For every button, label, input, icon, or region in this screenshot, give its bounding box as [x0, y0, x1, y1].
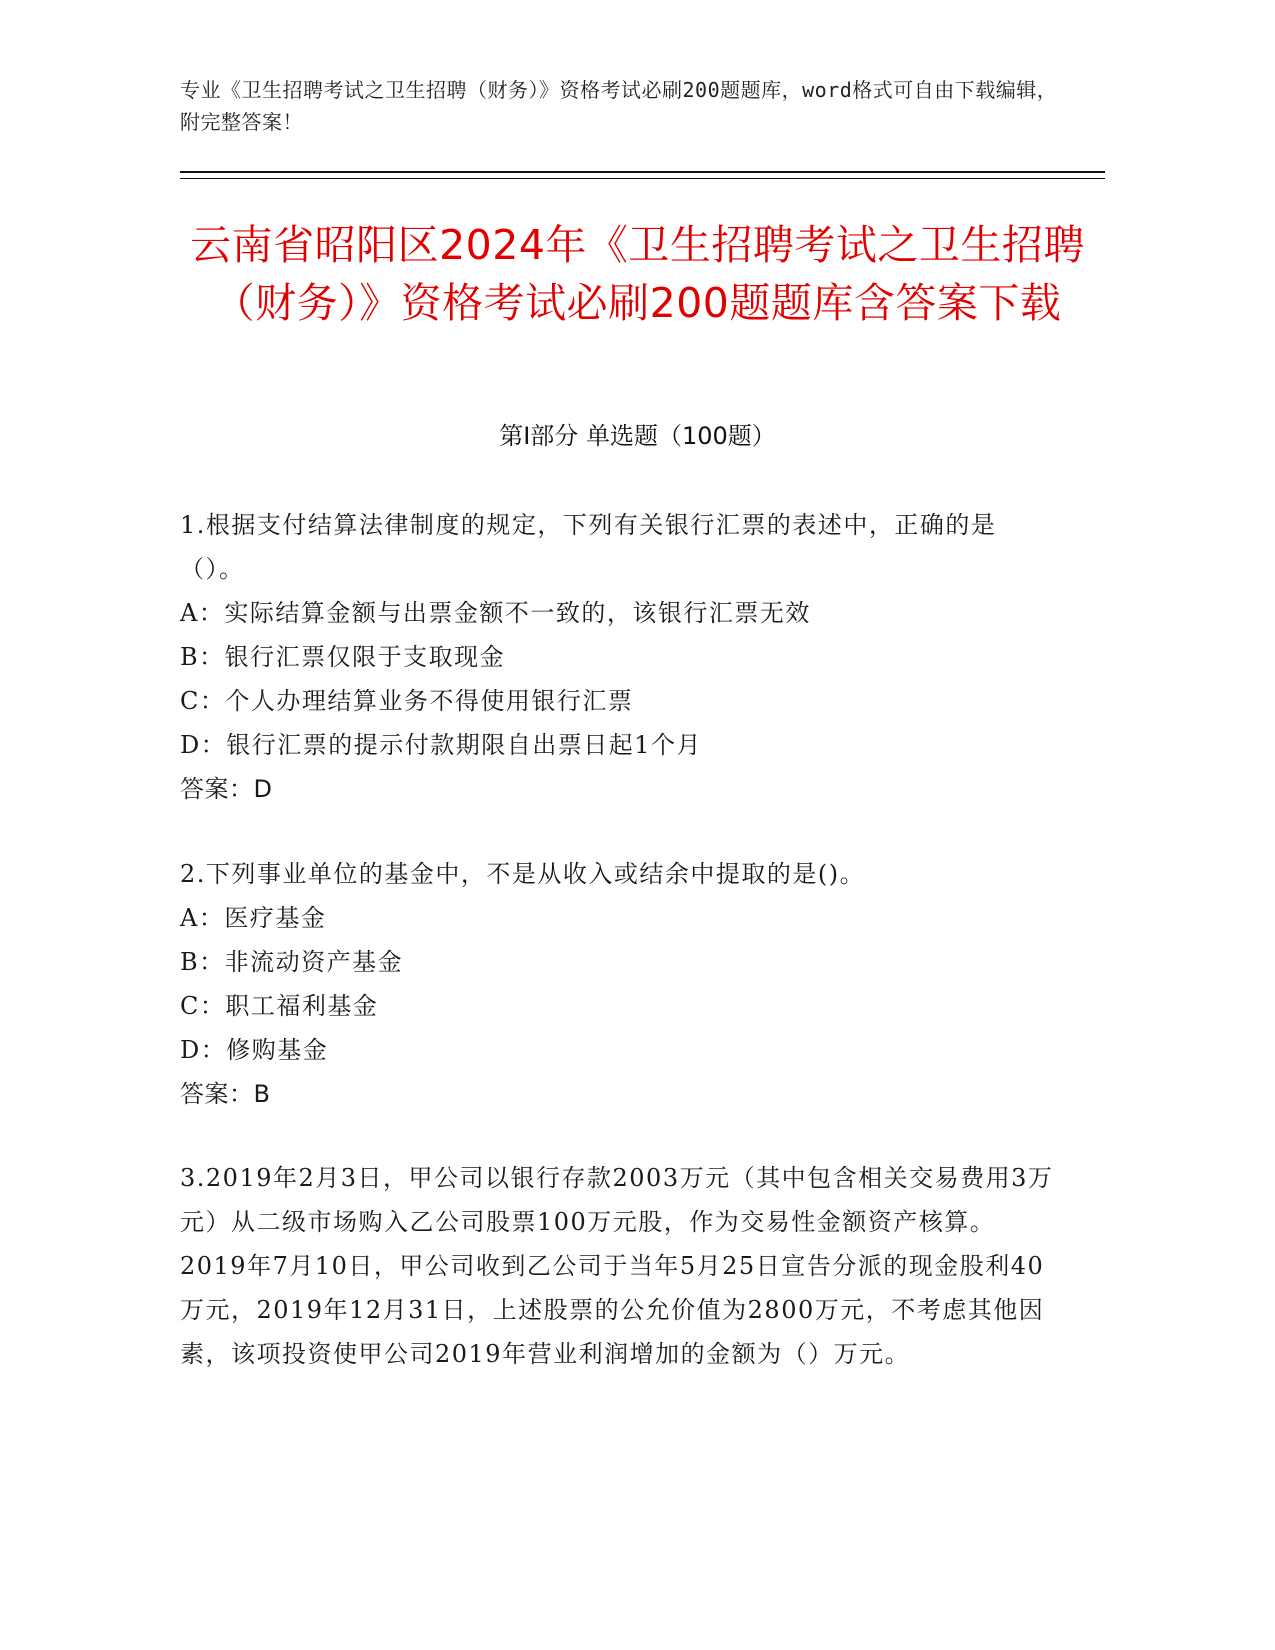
question-1	[180, 503, 1060, 811]
question-stem: 1.根据支付结算法律制度的规定，下列有关银行汇票的表述中，正确的是（）。	[180, 511, 997, 583]
header-note: 专业《卫生招聘考试之卫生招聘（财务）》资格考试必刷200题题库，word格式可自由下载编辑，附完整答案！	[180, 78, 1058, 134]
option-b: B：非流动资产基金	[180, 948, 404, 976]
question-stem: 3.2019年2月3日，甲公司以银行存款2003万元（其中包含相关交易费用3万元）从二级市场购入乙公司股票100万元股，作为交易性金额资产核算。2019年7月10日，甲公司收到乙公司于当年5月25日宣告分派的现金股利40万元，2019年12月31日，上述股票的公允价值为2800万元，不考虑其他因素，该项投资使甲公司2019年营业利润增加的金额为（）万元。	[180, 1164, 1054, 1368]
option-a: A：实际结算金额与出票金额不一致的，该银行汇票无效	[180, 599, 811, 627]
option-c: C：个人办理结算业务不得使用银行汇票	[180, 687, 634, 715]
section-heading: 第Ⅰ部分 单选题（100题）	[499, 422, 776, 450]
option-c: C：职工福利基金	[180, 992, 379, 1020]
option-d: D：银行汇票的提示付款期限自出票日起1个月	[180, 731, 703, 759]
document-title: 云南省昭阳区2024年《卫生招聘考试之卫生招聘（财务）》资格考试必刷200题题库含答案下载	[190, 221, 1085, 327]
question-3	[180, 1156, 1060, 1376]
option-b: B：银行汇票仅限于支取现金	[180, 643, 506, 671]
header-divider-thin	[180, 178, 1105, 179]
option-a: A：医疗基金	[180, 904, 327, 932]
header-divider-thick	[180, 171, 1105, 173]
question-stem: 2.下列事业单位的基金中，不是从收入或结余中提取的是()。	[180, 860, 866, 888]
answer: 答案：B	[180, 1080, 271, 1108]
question-2	[180, 852, 1060, 1116]
answer: 答案：D	[180, 775, 273, 803]
option-d: D：修购基金	[180, 1036, 329, 1064]
